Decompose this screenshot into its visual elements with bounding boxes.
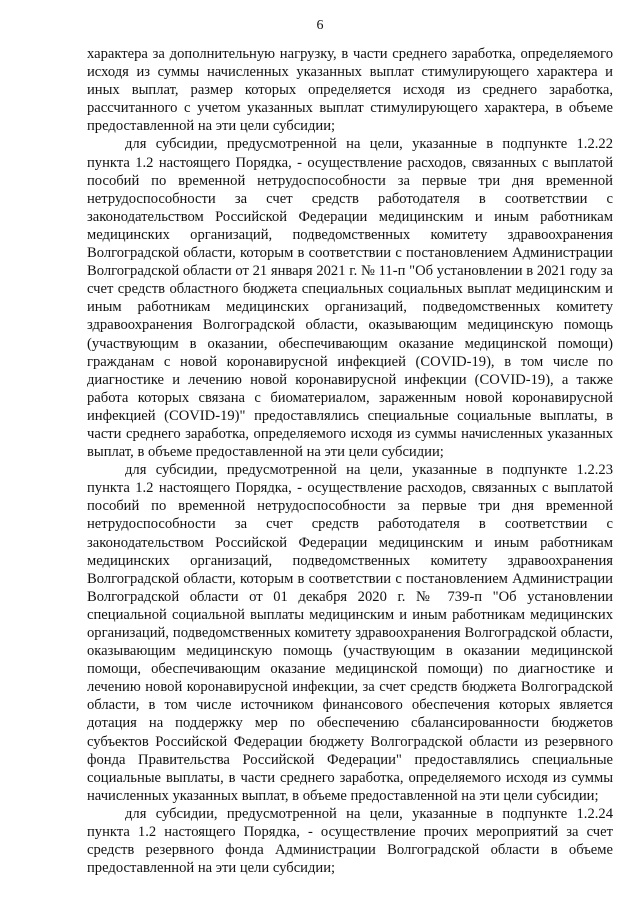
page-number: 6 <box>316 18 324 33</box>
paragraph: для субсидии, предусмотренной на цели, указанные в подпункте 1.2.24 пункта 1.2 настоящего Порядка, - осуществление прочих мероприятий за счет средств резервного фонда Администрации Волгоградской области в объеме предоставленной на эти цели субсидии; <box>87 805 613 877</box>
paragraph: для субсидии, предусмотренной на цели, указанные в подпункте 1.2.23 пункта 1.2 настоящего Порядка, - осуществление расходов, связанных с выплатой пособий по временной нетрудоспособности за первые три дня временной нетрудоспособности за счет средств работодателя в соответствии с законодательством Российской Федерации медицинским и иным работникам медицинских организаций, подведомственных комитету здравоохранения Волгоградской области, которым в соответствии с постановлением Администрации Волгоградской области от 01 декабря 2020 г. № 739-п "Об установлении специальной социальной выплаты медицинским и иным работникам медицинских организаций, подведомственных комитету здравоохранения Волгоградской области, оказывающим медицинскую помощь (участвующим в оказании медицинской помощи, обеспечивающим оказание медицинской помощи) по диагностике и лечению новой коронавирусной инфекции, за счет средств бюджета Волгоградской области, в том числе источником финансового обеспечения которых является дотация на поддержку мер по обеспечению сбалансированности бюджетов субъектов Российской Федерации бюджету Волгоградской области из резервного фонда Правительства Российской Федерации" предоставлялись специальные социальные выплаты, в части среднего заработка, определяемого исходя из суммы начисленных указанных выплат, в объеме предоставленной на эти цели субсидии; <box>87 462 613 804</box>
document-body <box>87 45 613 877</box>
paragraph: характера за дополнительную нагрузку, в части среднего заработка, определяемого исходя из суммы начисленных указанных выплат стимулирующего характера и иных выплат, размер которых определяется исходя из среднего заработка, рассчитанного с учетом указанных выплат стимулирующего характера, в объеме предоставленной на эти цели субсидии; <box>87 46 613 135</box>
paragraph: для субсидии, предусмотренной на цели, указанные в подпункте 1.2.22 пункта 1.2 настоящего Порядка, - осуществление расходов, связанных с выплатой пособий по временной нетрудоспособности за первые три дня временной нетрудоспособности за счет средств работодателя в соответствии с законодательством Российской Федерации медицинским и иным работникам медицинских организаций, подведомственных комитету здравоохранения Волгоградской области, которым в соответствии с постановлением Администрации Волгоградской области от 21 января 2021 г. № 11-п "Об установлении в 2021 году за счет средств областного бюджета специальных социальных выплат медицинским и иным работникам медицинских организаций, подведомственных комитету здравоохранения Волгоградской области, оказывающим медицинскую помощь (участвующим в оказании, обеспечивающим оказание медицинской помощи) гражданам с новой коронавирусной инфекцией (COVID-19), в том числе по диагностике и лечению новой коронавирусной инфекции (COVID-19), а также работа которых связана с биоматериалом, зараженным новой коронавирусной инфекцией (COVID-19)" предоставлялись специальные социальные выплаты, в части среднего заработка, определяемого исходя из суммы начисленных указанных выплат, в объеме предоставленной на эти цели субсидии; <box>87 136 613 461</box>
